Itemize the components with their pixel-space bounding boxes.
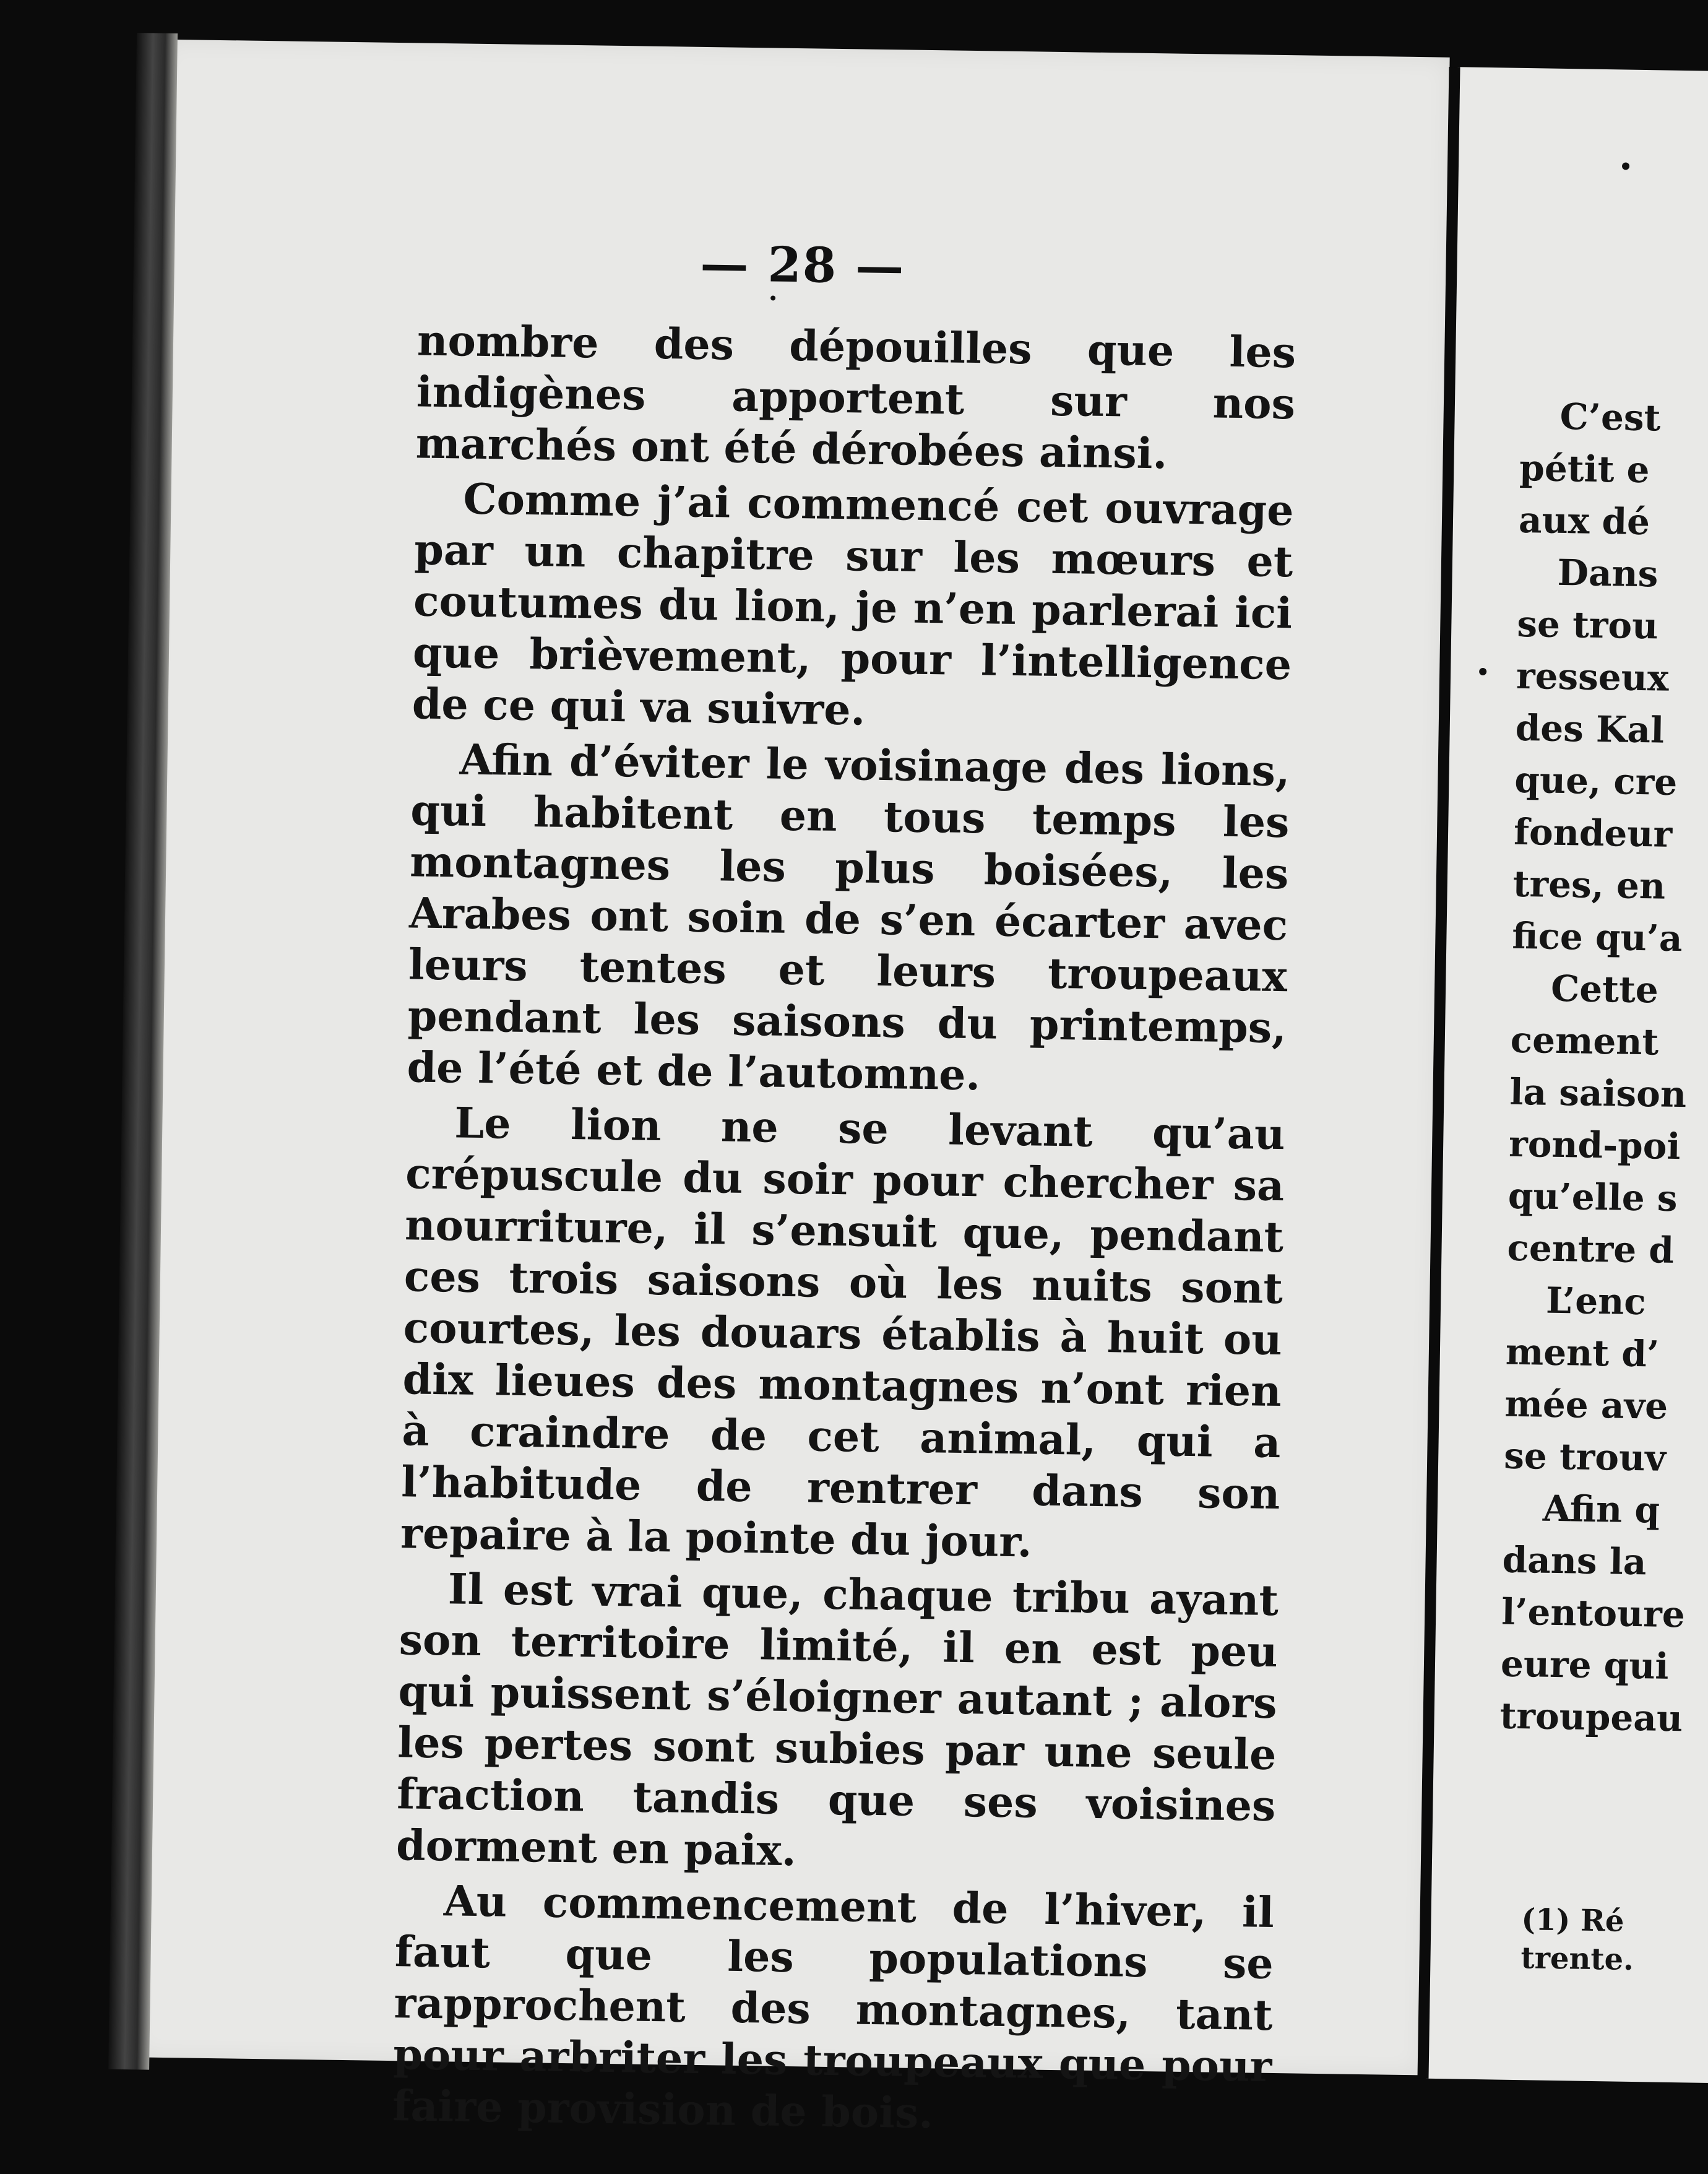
book-binding-edge — [108, 33, 178, 2070]
text-line: cement — [1510, 1018, 1659, 1063]
footnote-line: trente. — [1520, 1941, 1634, 1978]
text-line: dans la — [1502, 1538, 1647, 1583]
text-line: resseux — [1516, 654, 1670, 699]
text-line: tres, en — [1512, 862, 1666, 907]
right-page — [1426, 67, 1708, 2083]
text-line: pétit e — [1519, 446, 1650, 492]
print-speck — [1622, 162, 1629, 170]
page-number: — 28 — — [699, 235, 905, 295]
paragraph: Le lion ne se levant qu’au crépuscule du soir pour chercher sa nourriture, il s’ensuit que, pendant ces trois saisons où les nuits sont courtes, les douars établis à huit ou dix lieues des montagnes n’ont rien à craindre de cet animal, qui a l’habitude de rentrer dans son repaire à la pointe du jour. — [400, 1098, 1285, 1567]
text-line: centre d — [1507, 1226, 1675, 1271]
left-page — [133, 40, 1449, 2139]
text-line: Dans — [1557, 551, 1658, 595]
text-line: mée ave — [1504, 1382, 1668, 1427]
paragraph: nombre des dépouilles que les indigènes apportent sur nos marchés ont été dérobées ainsi. — [415, 316, 1296, 479]
text-line: troupeau — [1499, 1694, 1683, 1740]
paragraph: Au commencement de l’hiver, il faut que les populations se rapprochent des montagnes, tant pour arbriter les troupeaux que pour faire provision de bois. — [392, 1876, 1275, 2139]
text-line: se trouv — [1503, 1434, 1667, 1479]
text-line: que, cre — [1514, 758, 1678, 803]
footnote-line: (1) Ré — [1521, 1902, 1624, 1939]
left-page-text — [392, 315, 1296, 2148]
text-line: fondeur — [1513, 810, 1673, 855]
paragraph: Comme j’ai commencé cet ouvrage par un chapitre sur les mœurs et coutumes du lion, je n’en parlerai ici que brièvement, pour l’intelligence de ce qui va suivre. — [412, 474, 1294, 735]
text-line: L’enc — [1545, 1279, 1647, 1323]
text-line: rond-poi — [1508, 1122, 1681, 1168]
footnote — [1520, 1900, 1708, 1981]
text-line: ment d’ — [1505, 1330, 1660, 1375]
text-line: fice qu’a — [1511, 914, 1683, 960]
text-line: Afin q — [1542, 1487, 1660, 1531]
paragraph: Afin d’éviter le voisinage des lions, qui habitent en tous temps les montagnes les plus boisées, les Arabes ont soin de s’en écarter avec leurs tentes et leurs troupeaux pendant les saisons du printemps, de l’été et de l’automne. — [407, 735, 1291, 1101]
right-page-text — [1499, 390, 1708, 1746]
text-line: eure qui — [1500, 1642, 1670, 1687]
print-speck — [770, 295, 775, 300]
text-line: Cette — [1550, 967, 1659, 1011]
text-line: se trou — [1516, 602, 1658, 647]
text-line: l’entoure — [1501, 1590, 1686, 1636]
text-line: C’est — [1559, 395, 1661, 440]
text-line: des Kal — [1515, 706, 1665, 751]
text-line: la saison — [1509, 1070, 1687, 1116]
text-line: aux dé — [1518, 498, 1650, 544]
text-line: qu’elle s — [1507, 1174, 1678, 1219]
print-speck — [1479, 668, 1486, 675]
paragraph: Il est vrai que, chaque tribu ayant son territoire limité, il en est peu qui puissent s’éloigner autant ; alors les pertes sont subies par une seule fraction tandis que ses voisines dorment en paix. — [395, 1564, 1279, 1876]
